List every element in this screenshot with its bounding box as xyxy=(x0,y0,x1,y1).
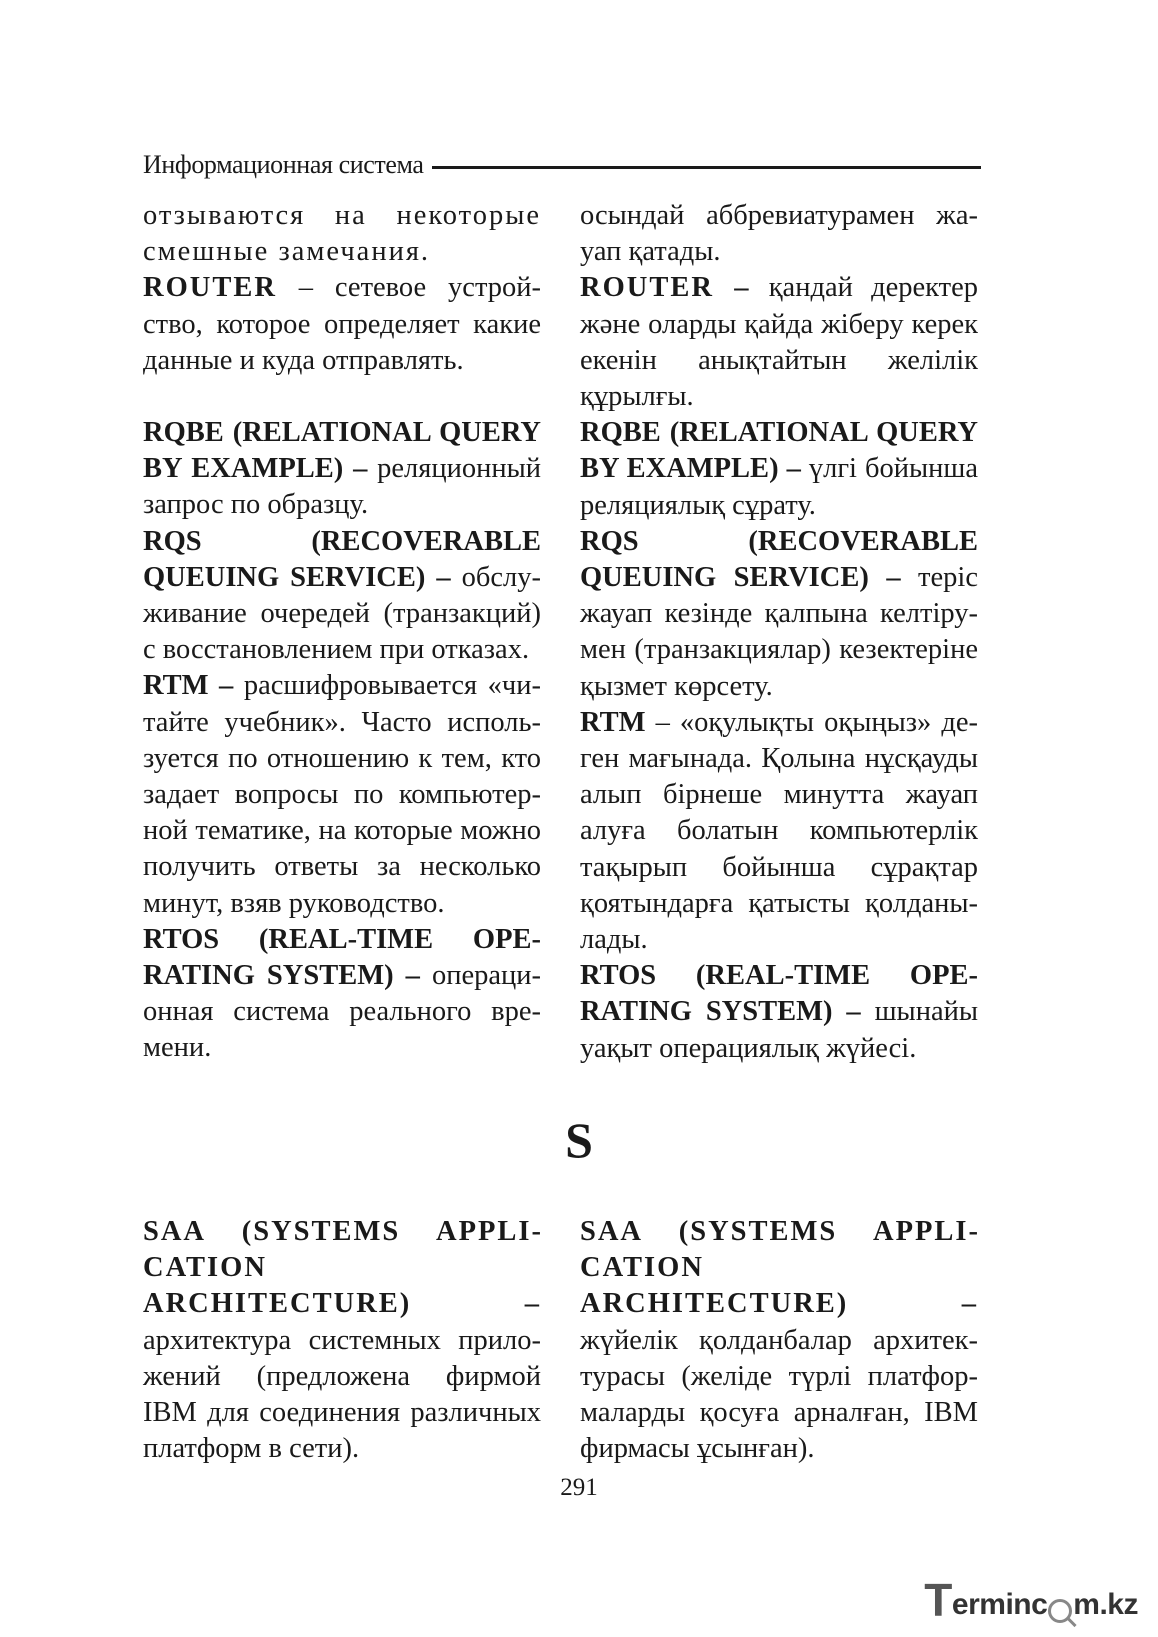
entry-text: жүйелік қолданбалар архитектурасы (желіде түрлі платформаларды қосуға арналған, IBM фирмасы ұсынған). xyxy=(580,1324,978,1465)
watermark-text: erminc xyxy=(951,1588,1048,1621)
left-column-bottom xyxy=(143,1214,541,1467)
entry-text: расшифровывается «читайте учебник». Часто используется по отношению к тем, кто задает вопросы по компьютерной тематике, на которые можно получить ответы за несколько минут, взяв руководство. xyxy=(143,670,541,919)
entry-router xyxy=(143,270,541,379)
entry-text: осындай аббревиатурамен жауап қатады. xyxy=(580,200,978,268)
entry-term: RTOS (REAL-TIME OPERATING SYSTEM) – xyxy=(143,923,541,992)
entry-text: үлгі бойынша реляциялық сұрату. xyxy=(580,453,979,521)
entry-text: операционная система реального времени. xyxy=(143,960,541,1064)
entry-term: ROUTER – xyxy=(580,272,751,304)
entry-rtm xyxy=(580,705,978,958)
entry-term: RTOS (REAL-TIME OPERATING SYSTEM) – xyxy=(580,960,978,1028)
entry-text: обслуживание очередей (транзакций) с восстановлением при отказах. xyxy=(143,561,541,666)
entry-rtm xyxy=(143,668,541,921)
entry-continuation xyxy=(143,198,541,270)
entry-term: ROUTER xyxy=(143,272,277,304)
entry-term: RTM xyxy=(580,706,646,738)
running-head xyxy=(143,148,981,182)
entry-saa xyxy=(143,1214,541,1467)
entry-rtos xyxy=(580,958,978,1067)
left-column-top xyxy=(143,198,541,1067)
entry-rtos xyxy=(143,922,541,1067)
running-head-rule xyxy=(432,166,981,169)
entry-term: RQBE (RELATIONAL QUERY BY EXAMPLE) – xyxy=(143,417,541,485)
entry-term: RQS (RECOVERABLE QUEUING SERVICE) – xyxy=(143,525,541,593)
running-head-title: Информационная система xyxy=(143,150,424,179)
entry-rqbe xyxy=(580,415,978,524)
entry-continuation xyxy=(580,198,978,270)
entry-text: отзываются на некоторые смешные замечания. xyxy=(143,200,541,268)
entry-saa xyxy=(580,1214,978,1467)
entry-term: SAA (SYSTEMS APPLICATION ARCHITECTURE) – xyxy=(580,1216,978,1320)
entry-rqs xyxy=(580,524,978,705)
entry-rqs xyxy=(143,524,541,669)
entry-term: RTM – xyxy=(143,670,234,702)
page-number: 291 xyxy=(560,1474,598,1501)
entry-router xyxy=(580,270,978,415)
watermark-letter: T xyxy=(924,1574,952,1626)
entry-term: SAA (SYSTEMS APPLICATION ARCHITECTURE) – xyxy=(143,1216,541,1320)
right-column-top xyxy=(580,198,978,1067)
section-letter: S xyxy=(565,1112,593,1168)
entry-rqbe xyxy=(143,415,541,524)
entry-text: шынайы уақыт операциялық жүйесі. xyxy=(580,996,979,1064)
entry-text: қандай деректер және оларды қайда жіберу керек екенін анықтайтын желілік құрылғы. xyxy=(580,272,978,413)
entry-term: RQBE (RELATIONAL QUERY BY EXAMPLE) – xyxy=(580,417,978,485)
entry-text: – «оқулықты оқыңыз» деген мағынада. Қолына нұсқауды алып бірнеше минутта жауап алуға болатын компьютерлік тақырып бойынша сұрақтар қоятындарға қатысты қолданылады. xyxy=(580,706,978,956)
entry-term: RQS (RECOVERABLE QUEUING SERVICE) – xyxy=(580,525,978,594)
entry-text: – сетевое устройство, которое определяет какие данные и куда отправлять. xyxy=(143,272,541,376)
watermark-domain: m.kz xyxy=(1073,1588,1138,1621)
entry-text: архитектура системных приложений (предложена фирмой IBM для соединения различных платформ в сети). xyxy=(143,1324,541,1465)
entry-text: теріс жауап кезінде қалпына келтірумен (транзакциялар) кезектеріне қызмет көрсету. xyxy=(580,562,978,702)
magnifier-icon xyxy=(1048,1599,1072,1623)
right-column-bottom xyxy=(580,1214,978,1467)
watermark-logo xyxy=(924,1574,1138,1626)
entry-text: реляционный запрос по образцу. xyxy=(143,453,541,521)
